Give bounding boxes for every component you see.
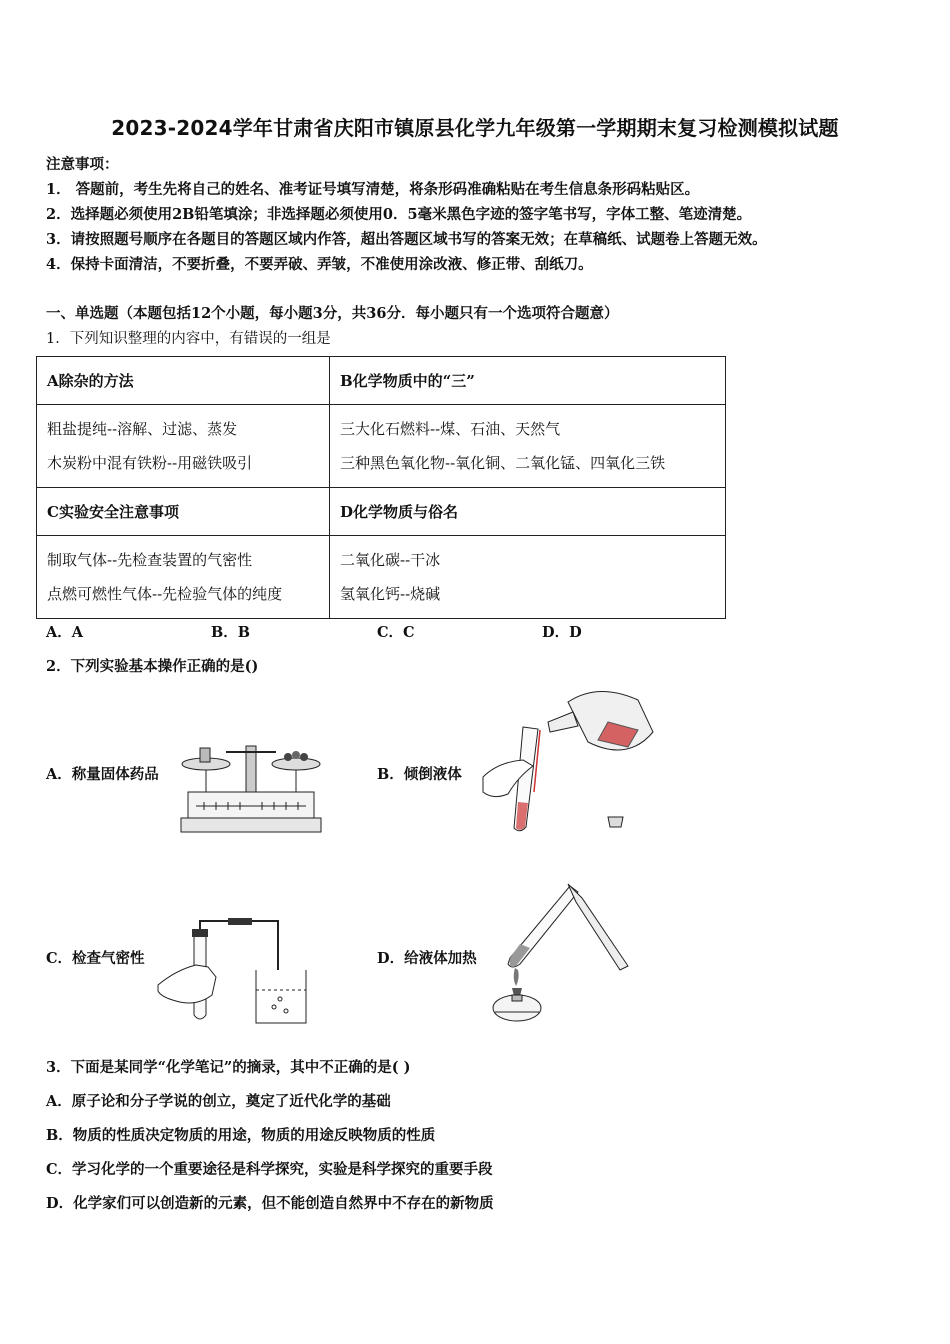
q3-option-c[interactable]: C．学习化学的一个重要途径是科学探究，实验是科学探究的重要手段: [46, 1161, 493, 1178]
q3-option-a[interactable]: A．原子论和分子学说的创立，奠定了近代化学的基础: [46, 1093, 391, 1110]
q1-option-c[interactable]: C．C: [377, 624, 415, 641]
q3-option-d[interactable]: D．化学家们可以创造新的元素，但不能创造自然界中不存在的新物质: [46, 1195, 494, 1212]
cell-c-line-1: 制取气体--先检查装置的气密性: [47, 551, 253, 569]
cell-d-line-2: 氢氧化钙--烧碱: [340, 585, 441, 603]
cell-d-line-1: 二氧化碳--干冰: [340, 551, 441, 569]
cell-c-head: C实验安全注意事项: [37, 488, 330, 536]
cell-b-head: B化学物质中的“三”: [330, 357, 726, 405]
q1-stem: 1．下列知识整理的内容中，有错误的一组是: [46, 331, 331, 347]
q1-option-a[interactable]: A．A: [46, 624, 84, 641]
cell-a-line-2: 木炭粉中混有铁粉--用磁铁吸引: [47, 454, 253, 472]
q3-option-b[interactable]: B．物质的性质决定物质的用途，物质的用途反映物质的性质: [46, 1127, 436, 1144]
q2-stem: 2．下列实验基本操作正确的是(): [46, 658, 259, 675]
notice-item-4: 4．保持卡面清洁，不要折叠，不要弄破、弄皱，不准使用涂改液、修正带、刮纸刀。: [46, 256, 593, 273]
cell-d-body: [330, 536, 726, 619]
cell-a-line-1: 粗盐提纯--溶解、过滤、蒸发: [47, 420, 238, 438]
notice-item-1: 1． 答题前，考生先将自己的姓名、准考证号填写清楚，将条形码准确粘贴在考生信息条形码粘贴区。: [46, 181, 700, 198]
notice-item-2: 2．选择题必须使用2B铅笔填涂；非选择题必须使用0．5毫米黑色字迹的签字笔书写，字体工整、笔迹清楚。: [46, 206, 752, 223]
pouring-liquid-illustration: [478, 682, 668, 837]
cell-c-body: [37, 536, 330, 619]
q1-option-d[interactable]: D．D: [542, 624, 582, 641]
cell-b-line-2: 三种黑色氧化物--氧化铜、二氧化锰、四氧化三铁: [340, 454, 666, 472]
balance-scale-illustration: [176, 740, 326, 835]
cell-a-head: A除杂的方法: [37, 357, 330, 405]
cell-d-head: D化学物质与俗名: [330, 488, 726, 536]
cell-b-line-1: 三大化石燃料--煤、石油、天然气: [340, 420, 561, 438]
q2-option-d[interactable]: D．给液体加热: [377, 950, 477, 967]
q2-option-a[interactable]: A．称量固体药品: [46, 766, 159, 783]
cell-a-body: [37, 405, 330, 488]
page-title: 2023-2024学年甘肃省庆阳市镇原县化学九年级第一学期期末复习检测模拟试题: [111, 116, 839, 140]
cell-b-body: [330, 405, 726, 488]
cell-c-line-2: 点燃可燃性气体--先检验气体的纯度: [47, 585, 283, 603]
section-heading: 一、单选题（本题包括12个小题，每小题3分，共36分．每小题只有一个选项符合题意）: [46, 305, 619, 322]
q2-option-b[interactable]: B．倾倒液体: [377, 766, 462, 783]
notice-heading: 注意事项：: [46, 156, 119, 173]
notice-item-3: 3．请按照题号顺序在各题目的答题区域内作答，超出答题区域书写的答案无效；在草稿纸、试题卷上答题无效。: [46, 231, 767, 248]
q1-option-b[interactable]: B．B: [211, 624, 251, 641]
q1-knowledge-table: [36, 356, 726, 619]
q2-option-c[interactable]: C．检查气密性: [46, 950, 145, 967]
airtightness-check-illustration: [156, 915, 316, 1027]
q3-stem: 3．下面是某同学“化学笔记”的摘录，其中不正确的是( ): [46, 1059, 411, 1076]
heating-liquid-illustration: [490, 878, 630, 1026]
